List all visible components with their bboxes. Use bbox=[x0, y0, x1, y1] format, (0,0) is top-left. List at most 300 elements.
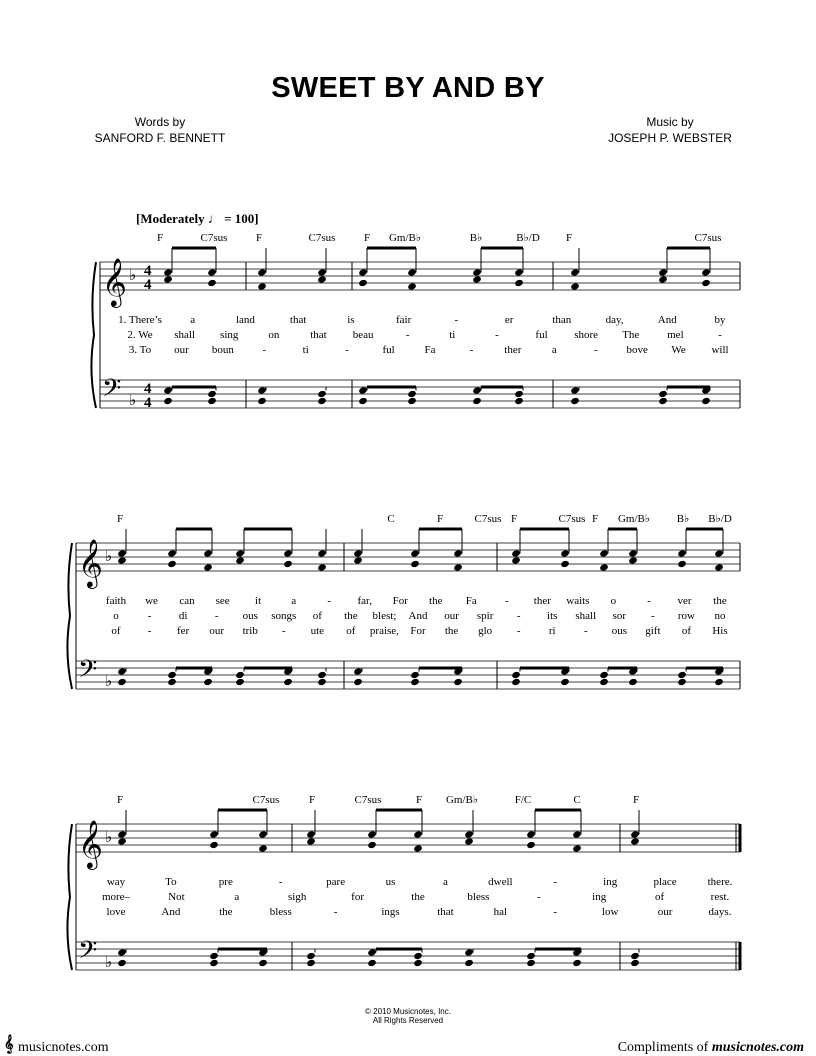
lyric-syllable: - bbox=[281, 625, 286, 637]
notehead bbox=[677, 671, 687, 679]
notehead bbox=[163, 275, 173, 283]
notehead bbox=[306, 959, 316, 967]
lyric-syllable: of bbox=[312, 610, 322, 622]
lyric-syllable: hal bbox=[493, 906, 508, 918]
bass-clef-icon: 𝄢 bbox=[102, 374, 122, 409]
lyric-syllable: faith bbox=[105, 595, 127, 607]
notehead bbox=[658, 268, 668, 276]
music-by-label: Music by bbox=[646, 115, 694, 129]
lyric-syllable: beau bbox=[352, 329, 374, 341]
notehead bbox=[317, 275, 327, 283]
notehead bbox=[630, 952, 640, 960]
notehead bbox=[283, 549, 293, 557]
notehead bbox=[630, 959, 640, 967]
chord-symbol: F bbox=[510, 513, 518, 525]
lyric-syllable: 1. There’s bbox=[118, 314, 162, 326]
notehead bbox=[472, 275, 482, 283]
notehead bbox=[514, 268, 524, 276]
chord-symbol: B♭/D bbox=[516, 232, 540, 244]
chord-symbol: C7sus bbox=[474, 513, 502, 525]
notehead bbox=[207, 397, 217, 405]
lyric-syllable: will bbox=[711, 344, 729, 356]
rights-line: All Rights Reserved bbox=[372, 1016, 444, 1025]
lyric-syllable: more– bbox=[101, 891, 131, 903]
lyric-syllable: of bbox=[111, 625, 121, 637]
lyric-syllable: low bbox=[601, 906, 619, 918]
lyric-syllable: the bbox=[411, 891, 425, 903]
chord-symbol: F bbox=[308, 794, 316, 806]
notehead bbox=[117, 959, 127, 967]
notehead bbox=[317, 390, 327, 398]
notehead bbox=[410, 549, 420, 557]
lyric-syllable: of bbox=[655, 891, 665, 903]
notehead bbox=[628, 678, 638, 686]
notehead bbox=[117, 556, 127, 564]
notehead bbox=[258, 844, 268, 852]
notehead bbox=[257, 282, 267, 290]
lyric-syllable: blest; bbox=[372, 610, 397, 622]
lyric-syllable: His bbox=[712, 625, 728, 637]
treble-clef-icon: 𝄞 bbox=[78, 819, 103, 868]
lyric-syllable: - bbox=[214, 610, 219, 622]
notehead bbox=[526, 830, 536, 838]
lyric-syllable: fer bbox=[177, 625, 190, 637]
notehead bbox=[413, 830, 423, 838]
lyric-syllable: pre bbox=[218, 876, 233, 888]
lyric-syllable: ous bbox=[611, 625, 627, 637]
lyric-syllable: can bbox=[179, 595, 195, 607]
lyric-syllable: - bbox=[147, 625, 152, 637]
notehead bbox=[209, 959, 219, 967]
lyric-syllable: - bbox=[718, 329, 722, 341]
notehead bbox=[570, 386, 580, 394]
brace-icon bbox=[91, 262, 96, 408]
lyric-syllable: 3. To bbox=[128, 344, 152, 356]
notehead bbox=[570, 268, 580, 276]
lyric-syllable: there. bbox=[707, 876, 733, 888]
notehead bbox=[514, 390, 524, 398]
lyric-syllable: shall bbox=[575, 610, 597, 622]
notehead bbox=[514, 397, 524, 405]
tempo-prefix: [Moderately bbox=[136, 211, 205, 226]
lyric-syllable: ful bbox=[382, 344, 395, 356]
flat-key-signature-icon: ♭ bbox=[105, 672, 113, 690]
lyric-syllable: di bbox=[178, 610, 188, 622]
notehead bbox=[367, 841, 377, 849]
system-2 bbox=[67, 529, 740, 690]
words-by-label: Words by bbox=[134, 115, 186, 129]
composer-name: JOSEPH P. WEBSTER bbox=[608, 131, 732, 145]
flat-key-signature-icon: ♭ bbox=[105, 547, 113, 565]
chord-symbol: F bbox=[255, 232, 263, 244]
lyric-syllable: of bbox=[346, 625, 356, 637]
notehead bbox=[235, 549, 245, 557]
lyric-syllable: we bbox=[145, 595, 158, 607]
lyric-syllable: the bbox=[344, 610, 358, 622]
chord-symbol: F bbox=[436, 513, 444, 525]
notehead bbox=[258, 830, 268, 838]
notehead bbox=[235, 556, 245, 564]
lyric-syllable: ing bbox=[603, 876, 618, 888]
notehead bbox=[317, 397, 327, 405]
notehead bbox=[677, 678, 687, 686]
notehead bbox=[572, 959, 582, 967]
lyric-syllable: - bbox=[516, 610, 521, 622]
lyric-syllable: trib bbox=[242, 625, 258, 637]
lyric-syllable: And bbox=[408, 610, 428, 622]
notehead bbox=[358, 279, 368, 287]
notehead bbox=[167, 671, 177, 679]
notehead bbox=[117, 667, 127, 675]
lyric-syllable: the bbox=[713, 595, 727, 607]
chord-symbol: C7sus bbox=[252, 794, 280, 806]
notehead bbox=[257, 397, 267, 405]
notehead bbox=[353, 556, 363, 564]
notehead bbox=[163, 386, 173, 394]
lyric-syllable: ver bbox=[677, 595, 692, 607]
notehead bbox=[207, 279, 217, 287]
notehead bbox=[167, 678, 177, 686]
notehead bbox=[258, 959, 268, 967]
notehead bbox=[283, 560, 293, 568]
notehead bbox=[207, 390, 217, 398]
lyric-syllable: - bbox=[333, 906, 338, 918]
notehead bbox=[464, 948, 474, 956]
lyricist-name: SANFORD F. BENNETT bbox=[94, 131, 226, 145]
lyric-syllable: We bbox=[671, 344, 686, 356]
time-signature-numeral: 4 bbox=[144, 277, 152, 293]
lyric-syllable: ful bbox=[535, 329, 548, 341]
chord-symbol: B♭ bbox=[676, 513, 690, 525]
lyric-syllable: And bbox=[161, 906, 181, 918]
flat-key-signature-icon: ♭ bbox=[105, 828, 113, 846]
lyric-syllable: place bbox=[653, 876, 677, 888]
notehead bbox=[453, 549, 463, 557]
notehead bbox=[317, 563, 327, 571]
flat-key-signature-icon: ♭ bbox=[105, 953, 113, 971]
tempo-suffix: = 100] bbox=[224, 211, 259, 226]
treble-clef-icon: 𝄞 bbox=[102, 257, 127, 306]
notehead bbox=[413, 959, 423, 967]
lyric-syllable: songs bbox=[271, 610, 297, 622]
treble-clef-icon: 𝄞 bbox=[78, 538, 103, 587]
notehead bbox=[203, 549, 213, 557]
lyric-syllable: - bbox=[593, 344, 598, 356]
flat-key-signature-icon: ♭ bbox=[129, 391, 137, 409]
lyric-syllable: - bbox=[516, 625, 521, 637]
lyric-syllable: The bbox=[622, 329, 640, 341]
lyric-syllable: it bbox=[255, 595, 262, 607]
footer-compliments bbox=[618, 1040, 804, 1056]
notehead bbox=[117, 678, 127, 686]
notehead bbox=[257, 268, 267, 276]
lyric-syllable: mel bbox=[667, 329, 684, 341]
lyric-syllable: - bbox=[504, 595, 509, 607]
lyric-syllable: way bbox=[106, 876, 126, 888]
notehead bbox=[472, 268, 482, 276]
notehead bbox=[410, 678, 420, 686]
footer-site[interactable]: musicnotes.com bbox=[18, 1040, 109, 1055]
notehead bbox=[599, 549, 609, 557]
lyric-syllable: ings bbox=[381, 906, 400, 918]
lyric-syllable: sing bbox=[220, 329, 239, 341]
notehead bbox=[167, 549, 177, 557]
lyric-syllable: Not bbox=[168, 891, 185, 903]
lyric-syllable: - bbox=[553, 876, 558, 888]
lyric-syllable: And bbox=[657, 314, 677, 326]
notehead bbox=[570, 282, 580, 290]
chord-symbol: C bbox=[387, 513, 395, 525]
chord-symbol: Gm/B♭ bbox=[617, 513, 651, 525]
notehead bbox=[358, 268, 368, 276]
notehead bbox=[464, 959, 474, 967]
notehead bbox=[514, 279, 524, 287]
notehead bbox=[209, 830, 219, 838]
chord-symbol: F bbox=[116, 513, 124, 525]
lyric-syllable: that bbox=[437, 906, 454, 918]
lyric-syllable: - bbox=[553, 906, 558, 918]
lyric-syllable: boun bbox=[211, 344, 234, 356]
chord-symbol: C7sus bbox=[558, 513, 586, 525]
lyric-syllable: that bbox=[310, 329, 327, 341]
notehead bbox=[453, 563, 463, 571]
notehead bbox=[203, 563, 213, 571]
notehead bbox=[599, 678, 609, 686]
lyric-syllable: is bbox=[347, 314, 355, 326]
notehead bbox=[306, 837, 316, 845]
lyric-syllable: er bbox=[504, 314, 514, 326]
notehead bbox=[599, 671, 609, 679]
lyric-syllable: dwell bbox=[488, 876, 513, 888]
notehead bbox=[526, 952, 536, 960]
notehead bbox=[167, 560, 177, 568]
notehead bbox=[163, 268, 173, 276]
lyric-syllable: land bbox=[235, 314, 255, 326]
lyric-syllable: - bbox=[262, 344, 267, 356]
notehead bbox=[701, 279, 711, 287]
lyric-syllable: the bbox=[444, 625, 459, 637]
lyric-syllable: Fa bbox=[424, 344, 436, 356]
bass-clef-icon: 𝄢 bbox=[78, 655, 98, 690]
chord-symbol: F bbox=[632, 794, 640, 806]
lyric-syllable: - bbox=[147, 610, 152, 622]
lyric-syllable: For bbox=[392, 595, 408, 607]
notehead bbox=[407, 282, 417, 290]
chord-symbol: F bbox=[363, 232, 371, 244]
lyric-syllable: - bbox=[647, 595, 651, 607]
notehead bbox=[701, 397, 711, 405]
lyric-syllable: Fa bbox=[465, 595, 477, 607]
lyric-syllable: praise, bbox=[369, 625, 399, 637]
notehead bbox=[472, 397, 482, 405]
notehead bbox=[317, 268, 327, 276]
chord-symbol: Gm/B♭ bbox=[445, 794, 479, 806]
notehead bbox=[413, 952, 423, 960]
chord-symbol: Gm/B♭ bbox=[388, 232, 422, 244]
lyric-syllable: gift bbox=[645, 625, 661, 637]
compliments-site[interactable]: musicnotes.com bbox=[711, 1040, 804, 1055]
lyric-syllable: no bbox=[714, 610, 726, 622]
notehead bbox=[526, 841, 536, 849]
notehead bbox=[163, 397, 173, 405]
notehead bbox=[630, 837, 640, 845]
lyric-syllable: ute bbox=[310, 625, 325, 637]
lyric-syllable: row bbox=[677, 610, 695, 622]
chord-symbol: F bbox=[591, 513, 599, 525]
notehead bbox=[283, 678, 293, 686]
lyric-syllable: For bbox=[410, 625, 426, 637]
lyric-syllable: - bbox=[583, 625, 588, 637]
chord-symbol: C7sus bbox=[308, 232, 336, 244]
notehead bbox=[207, 268, 217, 276]
notehead bbox=[464, 837, 474, 845]
notehead bbox=[511, 671, 521, 679]
notehead bbox=[572, 844, 582, 852]
lyric-syllable: o bbox=[113, 610, 119, 622]
notehead bbox=[367, 959, 377, 967]
lyric-syllable: fair bbox=[396, 314, 412, 326]
brace-icon bbox=[67, 543, 72, 689]
chord-symbol: C7sus bbox=[200, 232, 228, 244]
copyright-line: © 2010 Musicnotes, Inc. bbox=[365, 1007, 451, 1016]
notehead bbox=[472, 386, 482, 394]
lyric-syllable: - bbox=[278, 876, 283, 888]
notehead bbox=[407, 390, 417, 398]
flat-key-signature-icon: ♭ bbox=[129, 266, 137, 284]
chord-symbol: B♭/D bbox=[708, 513, 732, 525]
lyric-syllable: 2. We bbox=[127, 329, 153, 341]
notehead bbox=[570, 397, 580, 405]
notehead bbox=[511, 556, 521, 564]
lyric-syllable: a bbox=[291, 595, 297, 607]
notehead bbox=[677, 549, 687, 557]
chord-symbol: C bbox=[573, 794, 581, 806]
lyric-syllable: waits bbox=[566, 595, 590, 607]
notehead bbox=[257, 386, 267, 394]
notehead bbox=[317, 671, 327, 679]
time-signature-numeral: 4 bbox=[144, 381, 152, 397]
time-signature-numeral: 4 bbox=[144, 395, 152, 411]
notehead bbox=[235, 678, 245, 686]
lyric-syllable: days. bbox=[708, 906, 732, 918]
notehead bbox=[453, 678, 463, 686]
lyric-syllable: than bbox=[552, 314, 572, 326]
notehead bbox=[235, 671, 245, 679]
notehead bbox=[407, 268, 417, 276]
chord-symbol: F bbox=[565, 232, 573, 244]
lyric-syllable: spir bbox=[476, 610, 494, 622]
lyric-syllable: ther bbox=[533, 595, 551, 607]
lyric-syllable: a bbox=[190, 314, 196, 326]
lyric-syllable: love bbox=[106, 906, 126, 918]
copyright-notice bbox=[0, 1007, 816, 1025]
brace-icon bbox=[67, 824, 72, 970]
compliments-prefix: Compliments of bbox=[617, 1040, 709, 1055]
notehead bbox=[701, 268, 711, 276]
notehead bbox=[353, 549, 363, 557]
lyric-syllable: ther bbox=[504, 344, 522, 356]
lyric-syllable: far, bbox=[357, 595, 372, 607]
lyric-syllable: - bbox=[495, 329, 499, 341]
lyric-syllable: - bbox=[536, 891, 541, 903]
notehead bbox=[410, 671, 420, 679]
notehead bbox=[407, 397, 417, 405]
notehead bbox=[117, 837, 127, 845]
notehead bbox=[630, 830, 640, 838]
time-signature-numeral: 4 bbox=[144, 263, 152, 279]
notehead bbox=[317, 678, 327, 686]
bass-clef-icon: 𝄢 bbox=[78, 936, 98, 971]
lyric-syllable: ti bbox=[449, 329, 456, 341]
lyric-syllable: ti bbox=[302, 344, 309, 356]
lyric-syllable: on bbox=[268, 329, 280, 341]
lyric-syllable: o bbox=[610, 595, 617, 607]
notehead bbox=[306, 952, 316, 960]
notehead bbox=[511, 549, 521, 557]
lyric-syllable: sor bbox=[612, 610, 627, 622]
lyric-syllable: - bbox=[651, 610, 655, 622]
notehead bbox=[413, 844, 423, 852]
lyric-syllable: a bbox=[551, 344, 557, 356]
notehead bbox=[317, 549, 327, 557]
musicnotes-logo-icon: 𝄞 bbox=[4, 1036, 14, 1053]
notehead bbox=[117, 549, 127, 557]
notehead bbox=[714, 563, 724, 571]
notehead bbox=[358, 386, 368, 394]
lyric-syllable: by bbox=[714, 314, 726, 326]
lyric-syllable: bless bbox=[467, 891, 490, 903]
notehead bbox=[714, 678, 724, 686]
lyric-syllable: - bbox=[345, 344, 349, 356]
notehead bbox=[658, 397, 668, 405]
notehead bbox=[367, 830, 377, 838]
lyric-syllable: ri bbox=[548, 625, 556, 637]
notehead bbox=[117, 948, 127, 956]
lyric-syllable: - bbox=[327, 595, 332, 607]
notehead bbox=[658, 275, 668, 283]
lyric-syllable: bless bbox=[269, 906, 292, 918]
notehead bbox=[306, 830, 316, 838]
notehead bbox=[117, 830, 127, 838]
notehead bbox=[714, 549, 724, 557]
chord-symbol: F bbox=[415, 794, 423, 806]
lyric-syllable: bove bbox=[626, 344, 648, 356]
lyric-syllable: of bbox=[681, 625, 692, 637]
chord-symbol: F/C bbox=[514, 794, 532, 806]
lyric-syllable: the bbox=[429, 595, 443, 607]
lyric-syllable: our bbox=[209, 625, 225, 637]
quarter-note-icon: ♩ bbox=[207, 211, 221, 226]
lyric-syllable: glo bbox=[478, 625, 493, 637]
lyric-syllable: our bbox=[657, 906, 673, 918]
notehead bbox=[410, 560, 420, 568]
notehead bbox=[599, 563, 609, 571]
lyric-syllable: for bbox=[351, 891, 365, 903]
chord-symbol: F bbox=[156, 232, 164, 244]
notehead bbox=[628, 549, 638, 557]
notehead bbox=[209, 841, 219, 849]
notehead bbox=[526, 959, 536, 967]
notehead bbox=[628, 556, 638, 564]
notehead bbox=[658, 390, 668, 398]
notehead bbox=[358, 397, 368, 405]
lyric-syllable: us bbox=[385, 876, 396, 888]
lyric-syllable: see bbox=[215, 595, 230, 607]
lyric-syllable: our bbox=[444, 610, 459, 622]
notehead bbox=[209, 952, 219, 960]
notehead bbox=[367, 948, 377, 956]
notehead bbox=[560, 549, 570, 557]
